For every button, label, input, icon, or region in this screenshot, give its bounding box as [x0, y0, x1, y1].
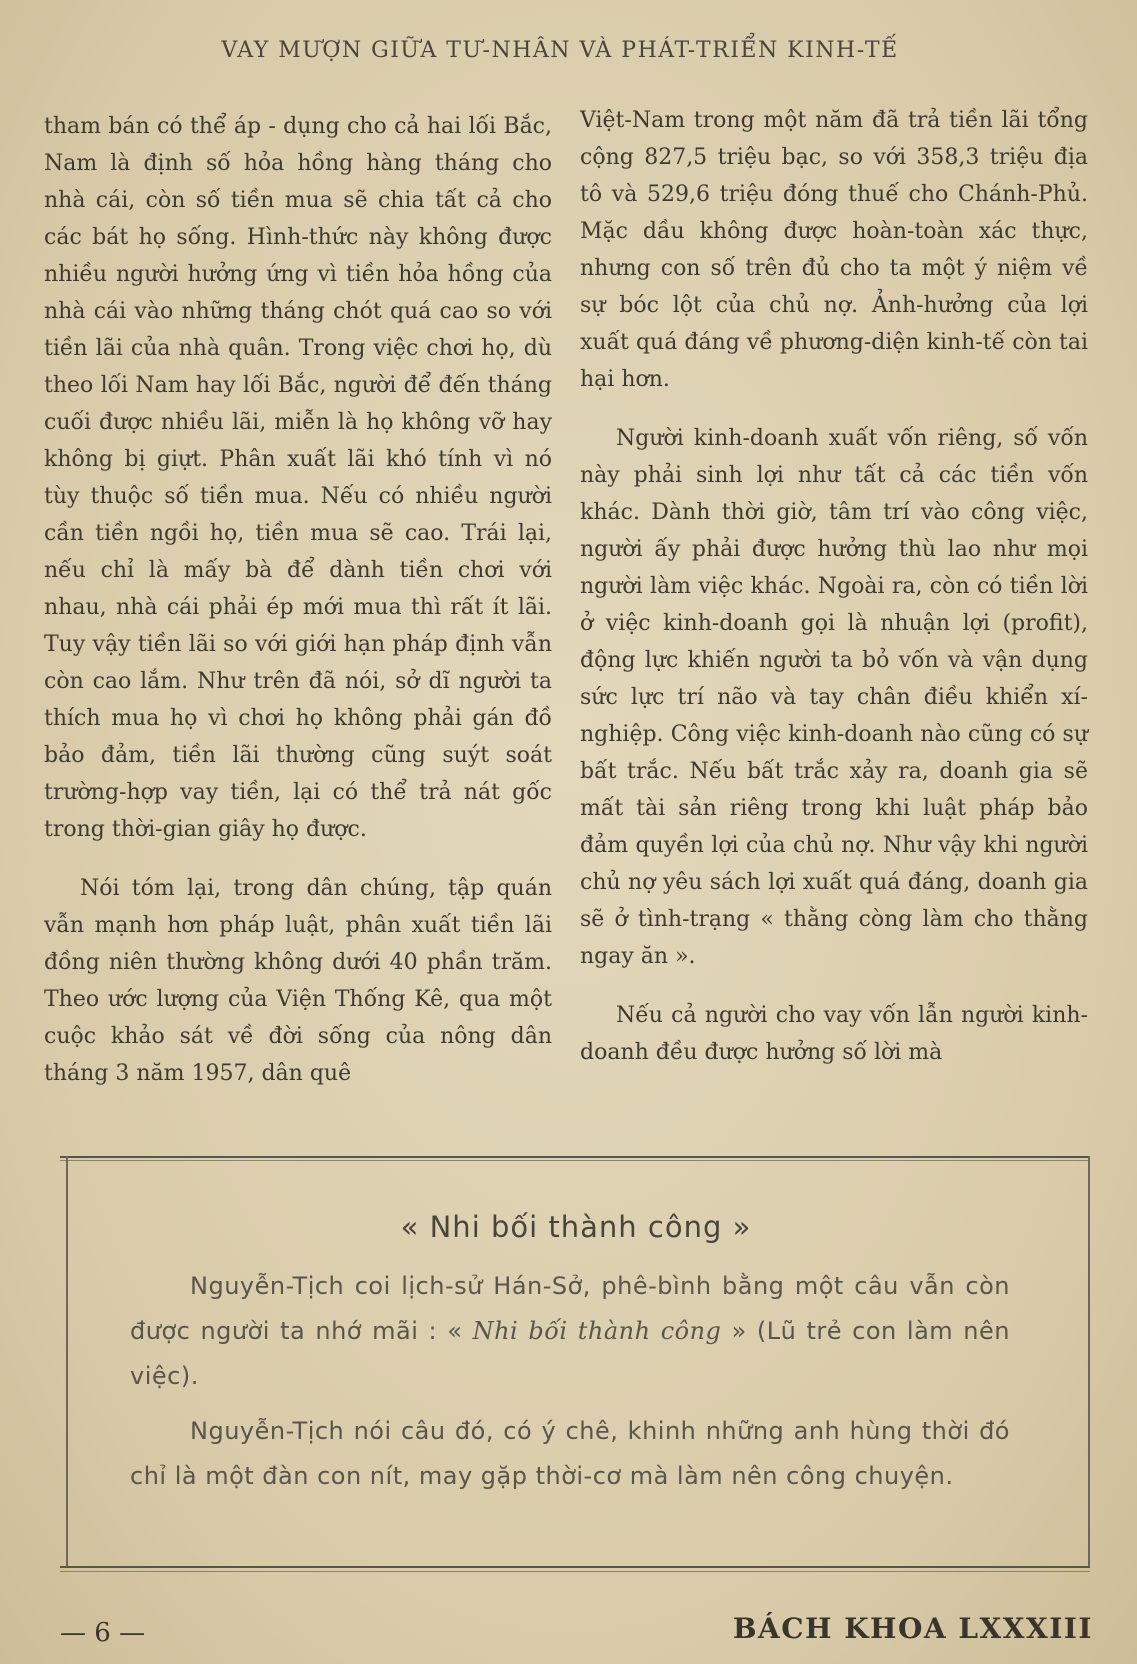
- right-paragraph-2: Người kinh-doanh xuất vốn riêng, số vốn này phải sinh lợi như tất cả các tiền vốn khác. Dành thời giờ, tâm trí vào công việc, người ấy phải được hưởng thù lao như mọi người làm việc khác. Ngoài ra, còn có tiền lời ở việc kinh-doanh gọi là nhuận lợi (profit), động lực khiến người ta bỏ vốn và vận dụng sức lực trí não và tay chân điều khiển xí-nghiệp. Công việc kinh-doanh nào cũng có sự bất trắc. Nếu bất trắc xảy ra, doanh gia sẽ mất tài sản riêng trong khi luật pháp bảo đảm quyền lợi của chủ nợ. Như vậy khi người chủ nợ yêu sách lợi xuất quá đáng, doanh gia sẽ ở tình-trạng « thằng còng làm cho thằng ngay ăn ».: [580, 426, 1088, 969]
- box-paragraph-2: Nguyễn-Tịch nói câu đó, có ý chê, khinh những anh hùng thời đó chỉ là một đàn con nít, may gặp thời-cơ mà làm nên công chuyện.: [130, 1417, 1010, 1490]
- box-paragraph-1: [130, 1264, 1010, 1399]
- journal-name: BÁCH KHOA LXXXIII: [732, 1612, 1093, 1645]
- page-number: — 6 —: [60, 1618, 146, 1648]
- box-p1-tail: » (Lũ trẻ con làm nên việc).: [130, 1317, 1010, 1390]
- left-paragraph-1: tham bán có thể áp - dụng cho cả hai lối Bắc, Nam là định số hỏa hồng hàng tháng cho nhà cái, còn số tiền mua sẽ chia tất cả cho các bát họ sống. Hình-thức này không được nhiều người hưởng ứng vì tiền hỏa hồng của nhà cái vào những tháng chót quá cao so với tiền lãi của nhà quân. Trong việc chơi họ, dù theo lối Nam hay lối Bắc, người để đến tháng cuối được nhiều lãi, miễn là họ không vỡ hay không bị giựt. Phân xuất lãi khó tính vì nó tùy thuộc số tiền mua. Nếu có nhiều người cần tiền ngồi họ, tiền mua sẽ cao. Trái lại, nếu chỉ là mấy bà để dành tiền chơi với nhau, nhà cái phải ép mới mua thì rất ít lãi. Tuy vậy tiền lãi so với giới hạn pháp định vẫn còn cao lắm. Như trên đã nói, sở dĩ người ta thích mua họ vì chơi họ không phải gán đồ bảo đảm, tiền lãi thường cũng suýt soát trường-hợp vay tiền, lại có thể trả nát gốc trong thời-gian giây họ được.: [44, 114, 552, 842]
- running-head: VAY MƯỢN GIỮA TƯ-NHÂN VÀ PHÁT-TRIỂN KINH-TẾ: [221, 38, 899, 63]
- right-paragraph-1: Việt-Nam trong một năm đã trả tiền lãi tổng cộng 827,5 triệu bạc, so với 358,3 triệu địa tô và 529,6 triệu đóng thuế cho Chánh-Phủ. Mặc dầu không được hoàn-toàn xác thực, nhưng con số trên đủ cho ta một ý niệm về sự bóc lột của chủ nợ. Ảnh-hưởng của lợi xuất quá đáng về phương-diện kinh-tế còn tai hại hơn.: [580, 108, 1088, 392]
- right-column: [580, 102, 1088, 1071]
- left-paragraph-2: Nói tóm lại, trong dân chúng, tập quán vẫn mạnh hơn pháp luật, phân xuất tiền lãi đồng niên thường không dưới 40 phần trăm. Theo ước lượng của Viện Thống Kê, qua một cuộc khảo sát về đời sống của nông dân tháng 3 năm 1957, dân quê: [44, 876, 552, 1086]
- box-body: [130, 1264, 1010, 1499]
- box-bottom-rule-thin: [60, 1571, 1090, 1572]
- box-p1-quote: Nhi bối thành công: [472, 1317, 722, 1345]
- left-column: [44, 108, 552, 1092]
- box-p1-text: Nguyễn-Tịch coi lịch-sử Hán-Sở, phê-bình bằng một câu vẫn còn được người ta nhớ mãi : «: [130, 1272, 1010, 1345]
- box-bottom-rule: [60, 1566, 1090, 1568]
- box-title: « Nhi bối thành công »: [400, 1210, 752, 1244]
- right-paragraph-3: Nếu cả người cho vay vốn lẫn người kinh-doanh đều được hưởng số lời mà: [580, 1003, 1088, 1065]
